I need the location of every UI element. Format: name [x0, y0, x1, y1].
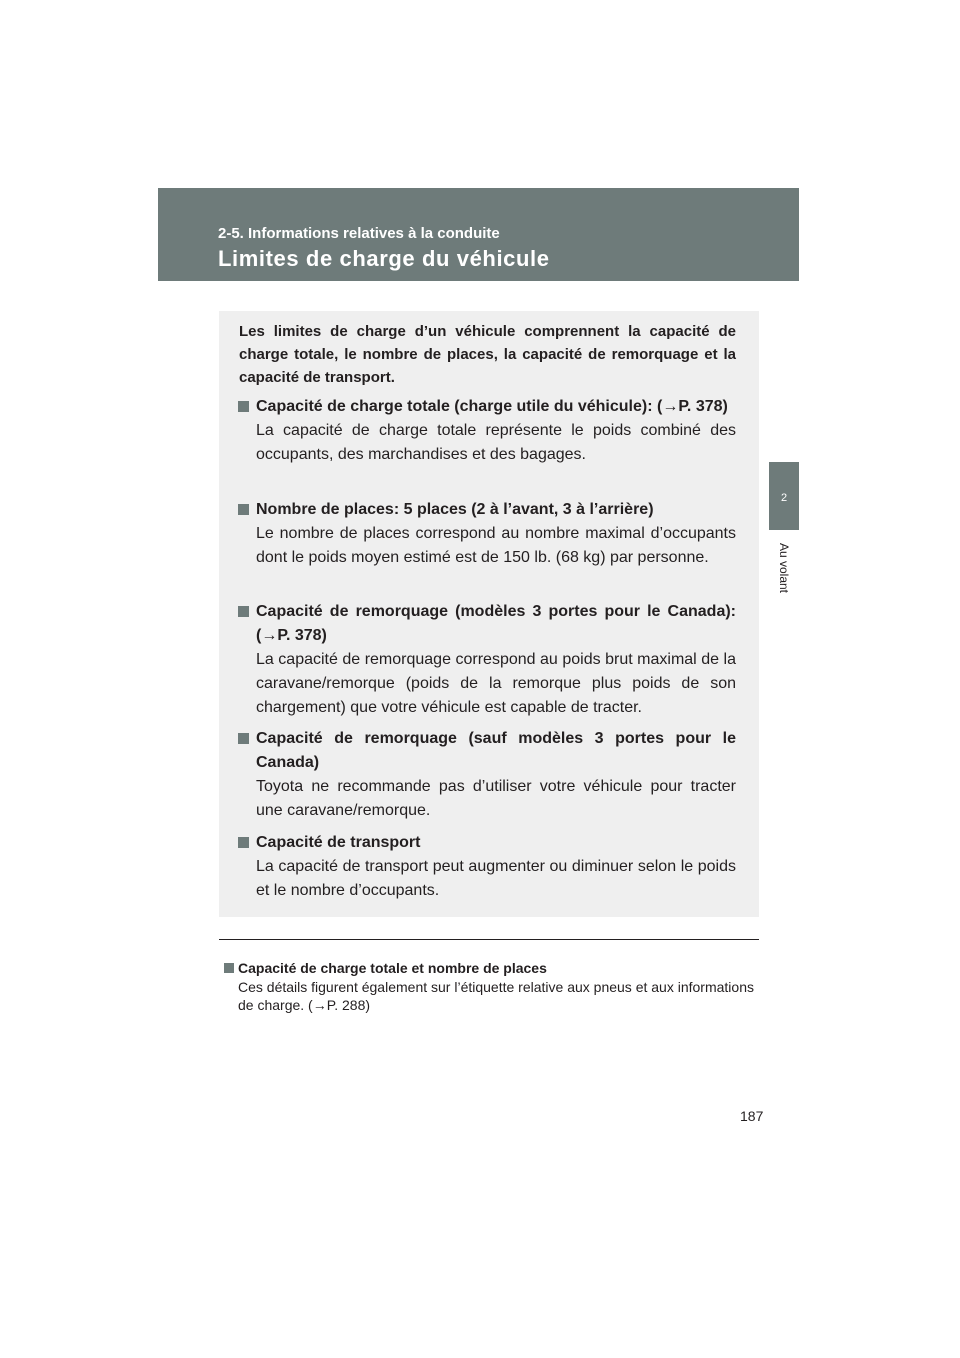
item-body: La capacité de charge totale représente le poids combiné des occupants, des marchandises et des bagages. — [256, 422, 736, 463]
square-bullet-icon — [224, 963, 234, 973]
item-body: Toyota ne recommande pas d’utiliser votre véhicule pour tracter une caravane/remorque. — [256, 778, 736, 819]
square-bullet-icon — [238, 504, 249, 515]
item-heading: Capacité de remorquage (modèles 3 portes pour le Canada): (→P. 378) — [256, 603, 736, 644]
square-bullet-icon — [238, 733, 249, 744]
note-block — [224, 958, 754, 1014]
item-heading: Nombre de places: 5 places (2 à l’avant, 3 à l’arrière) — [256, 501, 654, 518]
chapter-tab — [769, 462, 799, 530]
intro-paragraph: Les limites de charge d’un véhicule comprennent la capacité de charge totale, le nombre de places, la capacité de remorquage et la capacité de transport. — [239, 323, 736, 386]
item-heading: Capacité de remorquage (sauf modèles 3 portes pour le Canada) — [256, 730, 736, 771]
list-item — [238, 395, 736, 467]
section-label: 2-5. Informations relatives à la conduite — [218, 225, 500, 242]
list-item — [238, 727, 736, 823]
item-heading: Capacité de transport — [256, 834, 421, 851]
list-item — [238, 600, 736, 720]
item-body: La capacité de remorquage correspond au poids brut maximal de la caravane/remorque (poids de la remorque plus poids de son chargement) que votre véhicule est capable de tracter. — [256, 651, 736, 716]
item-body: Le nombre de places correspond au nombre maximal d’occupants dont le poids moyen estimé est de 150 lb. (68 kg) par personne. — [256, 525, 736, 566]
item-body: La capacité de transport peut augmenter ou diminuer selon le poids et le nombre d’occupants. — [256, 858, 736, 899]
list-item — [238, 498, 736, 570]
page-number: 187 — [740, 1108, 764, 1124]
square-bullet-icon — [238, 401, 249, 412]
square-bullet-icon — [238, 606, 249, 617]
note-heading: Capacité de charge totale et nombre de places — [238, 960, 547, 976]
chapter-header — [158, 188, 799, 281]
section-divider — [219, 939, 759, 940]
note-body: Ces détails figurent également sur l’étiquette relative aux pneus et aux informations de charge. (→P. 288) — [238, 979, 754, 1013]
page-title: Limites de charge du véhicule — [218, 246, 550, 271]
summary-box — [219, 311, 759, 917]
list-item — [238, 831, 736, 903]
chapter-tab-label: Au volant — [777, 542, 791, 594]
item-heading: Capacité de charge totale (charge utile du véhicule): (→P. 378) — [256, 398, 728, 415]
chapter-tab-number: 2 — [780, 492, 788, 504]
square-bullet-icon — [238, 837, 249, 848]
